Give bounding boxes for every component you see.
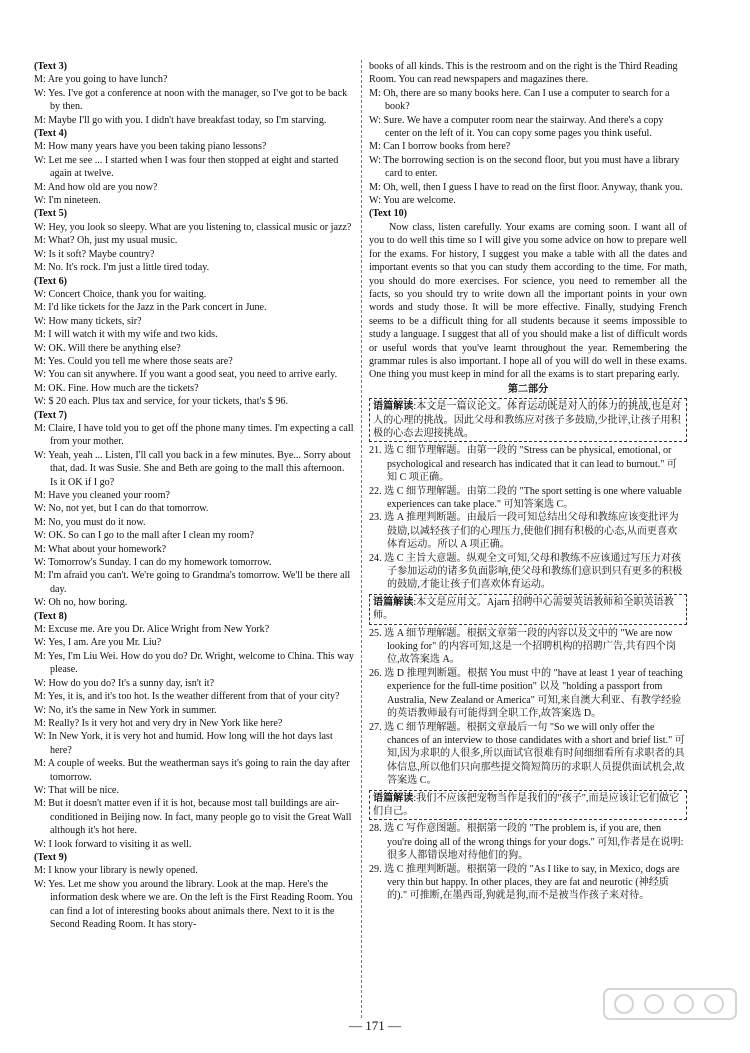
dialogue-line: M: Oh, there are so many books here. Can I use a computer to search for a book?: [369, 87, 670, 113]
dialogue-line: W: Sure. We have a computer room near the stairway. And there's a copy center on the left of it. You can copy some pages you think useful.: [369, 114, 664, 140]
dialogue-line: W: $ 20 each. Plus tax and service, for your tickets, that's $ 96.: [34, 396, 289, 408]
dialogue-line: W: How do you do? It's a sunny day, isn't it?: [34, 677, 215, 689]
dialogue-line: M: No. It's rock. I'm just a little tired today.: [34, 262, 210, 274]
text-heading: (Text 8): [34, 610, 67, 622]
passage-analysis-note-2: [369, 594, 687, 625]
monologue-paragraph: Now class, listen carefully. Your exams are coming soon. I want all of you to do well this time so I will give you some advice on how to prepare well for the exams. For history, I suggest you make a table with all the dates and important events so that you can study them according to the time. For math, you should do more exercises. For science, you need to remember all the facts, so you should try to write down all the important points in your own words and study those. It will be more effective. Finally, studying French seems to be a difficult thing for all students because it seems impossible to study a language. I suggest that all of you should make a list of difficult words or useful words that you've learnt throughout the year. Remembering the grammar rules is also important. I hope all of you will do well in these exams. One thing you must keep in mind for all the exams is to start preparing early.: [369, 221, 687, 381]
dialogue-line: W: Yes. Let me show you around the library. Look at the map. Here's the information desk where we are. On the left is the First Reading Room. You can find a lot of interesting books about animals there. Next to it is the Second Reading Room. It has story-: [34, 878, 353, 930]
dialogue-line: W: Let me see ... I started when I was four then stopped at eight and started again at twelve.: [34, 154, 339, 180]
dialogue-line: W: I'm nineteen.: [34, 195, 101, 207]
dialogue-line: W: Concert Choice, thank you for waiting.: [34, 288, 207, 300]
dialogue-line: W: I look forward to visiting it as well.: [34, 838, 192, 850]
text-heading: (Text 4): [34, 128, 67, 140]
dialogue-line: W: How many tickets, sir?: [34, 315, 142, 327]
answer-explanation: 23. 选 A 推理判断题。由最后一段可知总结出父母和教练应该变批评为鼓励,以减轻孩子们的心理压力,使他们拥有积极的心态,从而更喜欢体育运动。所以 A 项正确。: [369, 512, 679, 551]
dialogue-line: M: Yes, it is, and it's too hot. Is the weather different from that of your city?: [34, 691, 340, 703]
dialogue-line: M: Yes, I'm Liu Wei. How do you do? Dr. Wright, welcome to China. This way please.: [34, 650, 354, 676]
part-two-title: 第二部分: [507, 383, 549, 395]
dialogue-line: M: I'd like tickets for the Jazz in the Park concert in June.: [34, 302, 267, 314]
dialogue-line: W: No, it's the same in New York in summer.: [34, 704, 217, 716]
dialogue-line: M: No, you must do it now.: [34, 516, 146, 528]
dialogue-line: M: Excuse me. Are you Dr. Alice Wright from New York?: [34, 624, 270, 636]
dialogue-line: M: What? Oh, just my usual music.: [34, 235, 178, 247]
note-label: 语篇解读: [373, 401, 414, 413]
watermark-logo: [600, 985, 740, 1045]
text-heading: (Text 6): [34, 275, 67, 287]
answer-explanation: 24. 选 C 主旨大意题。纵观全文可知,父母和教练不应该通过写压力对孩子参加运动的诸多负面影响,使父母和教练们意识到只有更多的积极的鼓励,才能让孩子们喜欢体育运动。: [369, 552, 683, 591]
dialogue-line: W: Hey, you look so sleepy. What are you listening to, classical music or jazz?: [34, 221, 352, 233]
answers-group-c: [369, 822, 687, 902]
text-heading: (Text 9): [34, 851, 67, 863]
column-divider: [361, 60, 362, 1018]
dialogue-line: W: The borrowing section is on the second floor, but you must have a library card to enter.: [369, 154, 680, 180]
dialogue-line: W: Is it soft? Maybe country?: [34, 248, 155, 260]
dialogue-line: W: No, not yet, but I can do that tomorrow.: [34, 503, 209, 515]
answer-explanation: 25. 选 A 细节理解题。根据文章第一段的内容以及文中的 "We are now looking for" 的内容可知,这是一个招聘机构的招聘广告,共有四个岗位,故答案选 A。: [369, 627, 676, 666]
answer-explanation: 28. 选 C 写作意图题。根据第一段的 "The problem is, if you are, then you're doing all of the wrong things for your dogs." 可知,作者是在说明:很多人都错误地对待他们的狗。: [369, 823, 684, 862]
dialogue-line: books of all kinds. This is the restroom and on the right is the Third Reading Room. You can read newspapers and magazines there.: [369, 61, 678, 86]
dialogue-line: M: How many years have you been taking piano lessons?: [34, 141, 267, 153]
dialogue-line: M: A couple of weeks. But the weatherman says it's going to rain the day after tomorrow.: [34, 758, 350, 783]
dialogue-line: W: OK. Will there be anything else?: [34, 342, 181, 354]
dialogue-line: M: OK. Fine. How much are the tickets?: [34, 382, 199, 394]
dialogue-line: M: Claire, I have told you to get off the phone many times. I'm expecting a call from your mother.: [34, 422, 354, 448]
dialogue-line: M: I will watch it with my wife and two kids.: [34, 329, 218, 341]
dialogue-line: W: Yes. I've got a conference at noon with the manager, so I've got to be back by then.: [34, 87, 348, 113]
answer-explanation: 29. 选 C 推理判断题。根据第一段的 "As I like to say, in Mexico, dogs are very thin but happy. In other places, they are fat and neurotic (神经质的)." 可推断,在墨西哥,狗就是狗,而不是被当作孩子来对待。: [369, 863, 680, 902]
note-text: :本文是一篇议论文。体育运动既是对人的体力的挑战,也是对人的心理的挑战。因此父母和教练应对孩子多鼓励,少批评,让孩子用积极的心态去迎接挑战。: [373, 401, 682, 439]
dialogue-line: M: But it doesn't matter even if it is hot, because most tall buildings are air-conditioned in Beijing now. In fact, many people go to visit the Great Wall although it's hot here.: [34, 798, 352, 837]
dialogue-line: M: Oh, well, then I guess I have to read on the first floor. Anyway, thank you.: [369, 181, 683, 193]
note-text: :我们不应该把宠物当作是我们的"孩子",而是应该让它们做它们自己。: [373, 792, 680, 817]
note-label: 语篇解读: [373, 596, 414, 608]
right-column: [369, 60, 687, 903]
dialogue-line: M: Have you cleaned your room?: [34, 490, 170, 501]
text-heading: (Text 10): [369, 208, 408, 220]
dialogue-line: M: I know your library is newly opened.: [34, 865, 198, 877]
text-heading: (Text 7): [34, 409, 67, 421]
answer-explanation: 21. 选 C 细节理解题。由第一段的 "Stress can be physical, emotional, or psychological and research has indicated that it can lead to burnout." 可知 C 项正确。: [369, 445, 678, 484]
answer-explanation: 22. 选 C 细节理解题。由第二段的 "The sport setting is one where valuable experiences can take place." 可知答案选 C。: [369, 485, 682, 510]
answers-group-b: [369, 627, 687, 788]
dialogue-line: W: That will be nice.: [34, 784, 119, 796]
passage-analysis-note-1: [369, 398, 687, 442]
dialogue-line: M: I'm afraid you can't. We're going to Grandma's tomorrow. We'll be there all day.: [34, 570, 351, 595]
dialogue-line: M: What about your homework?: [34, 543, 167, 555]
text-heading: (Text 5): [34, 208, 67, 220]
answer-explanation: 27. 选 C 细节理解题。根据文章最后一句 "So we will only offer the chances of an interview to those candidates with a short and brief list." 可知,因为求职的人很多,所以面试官很难有时间细细看所有求职者的具体信息,所以他们只向那些提交简短简历的求职人员提供面试机会,故答案选 C。: [369, 721, 685, 787]
listening-transcript-continued: [369, 60, 687, 382]
answer-explanation: 26. 选 D 推理判断题。根据 You must 中的 "have at least 1 year of teaching experience for the full-time position" 以及 "holding a passport from Australia, New Zealand or America" 可知,来自澳大利亚、有教学经验的英语教师最有可能得到全职工作,故答案选 D。: [369, 667, 683, 720]
dialogue-line: W: You are welcome.: [369, 195, 456, 207]
page-number: — 171 —: [349, 1018, 401, 1033]
note-label: 语篇解读: [373, 792, 414, 804]
dialogue-line: W: In New York, it is very hot and humid. How long will the hot days last here?: [34, 731, 333, 756]
dialogue-line: W: Yes, I am. Are you Mr. Liu?: [34, 637, 162, 649]
text-heading: (Text 3): [34, 61, 67, 72]
dialogue-line: M: Maybe I'll go with you. I didn't have breakfast today, so I'm starving.: [34, 114, 327, 126]
dialogue-line: M: Are you going to have lunch?: [34, 74, 168, 86]
dialogue-line: W: Tomorrow's Sunday. I can do my homework tomorrow.: [34, 557, 272, 569]
answers-group-a: [369, 444, 687, 591]
dialogue-line: W: OK. So can I go to the mall after I clean my room?: [34, 530, 254, 542]
dialogue-line: M: Can I borrow books from here?: [369, 141, 511, 153]
passage-analysis-note-3: [369, 790, 687, 821]
dialogue-line: W: Oh no, how boring.: [34, 597, 128, 609]
note-text: :本文是应用文。Ajarn 招聘中心需要英语教师和全职英语教师。: [373, 596, 674, 622]
dialogue-line: W: You can sit anywhere. If you want a good seat, you need to arrive early.: [34, 369, 338, 381]
dialogue-line: M: Yes. Could you tell me where those seats are?: [34, 355, 233, 367]
dialogue-line: M: And how old are you now?: [34, 181, 158, 193]
dialogue-line: W: Yeah, yeah ... Listen, I'll call you back in a few minutes. Bye... Sorry about that, dad. It was Susie. She and Beth are going to the mall this afternoon. Is it OK if I go?: [34, 449, 351, 488]
left-column: [34, 60, 354, 931]
dialogue-line: M: Really? Is it very hot and very dry in New York like here?: [34, 717, 283, 729]
